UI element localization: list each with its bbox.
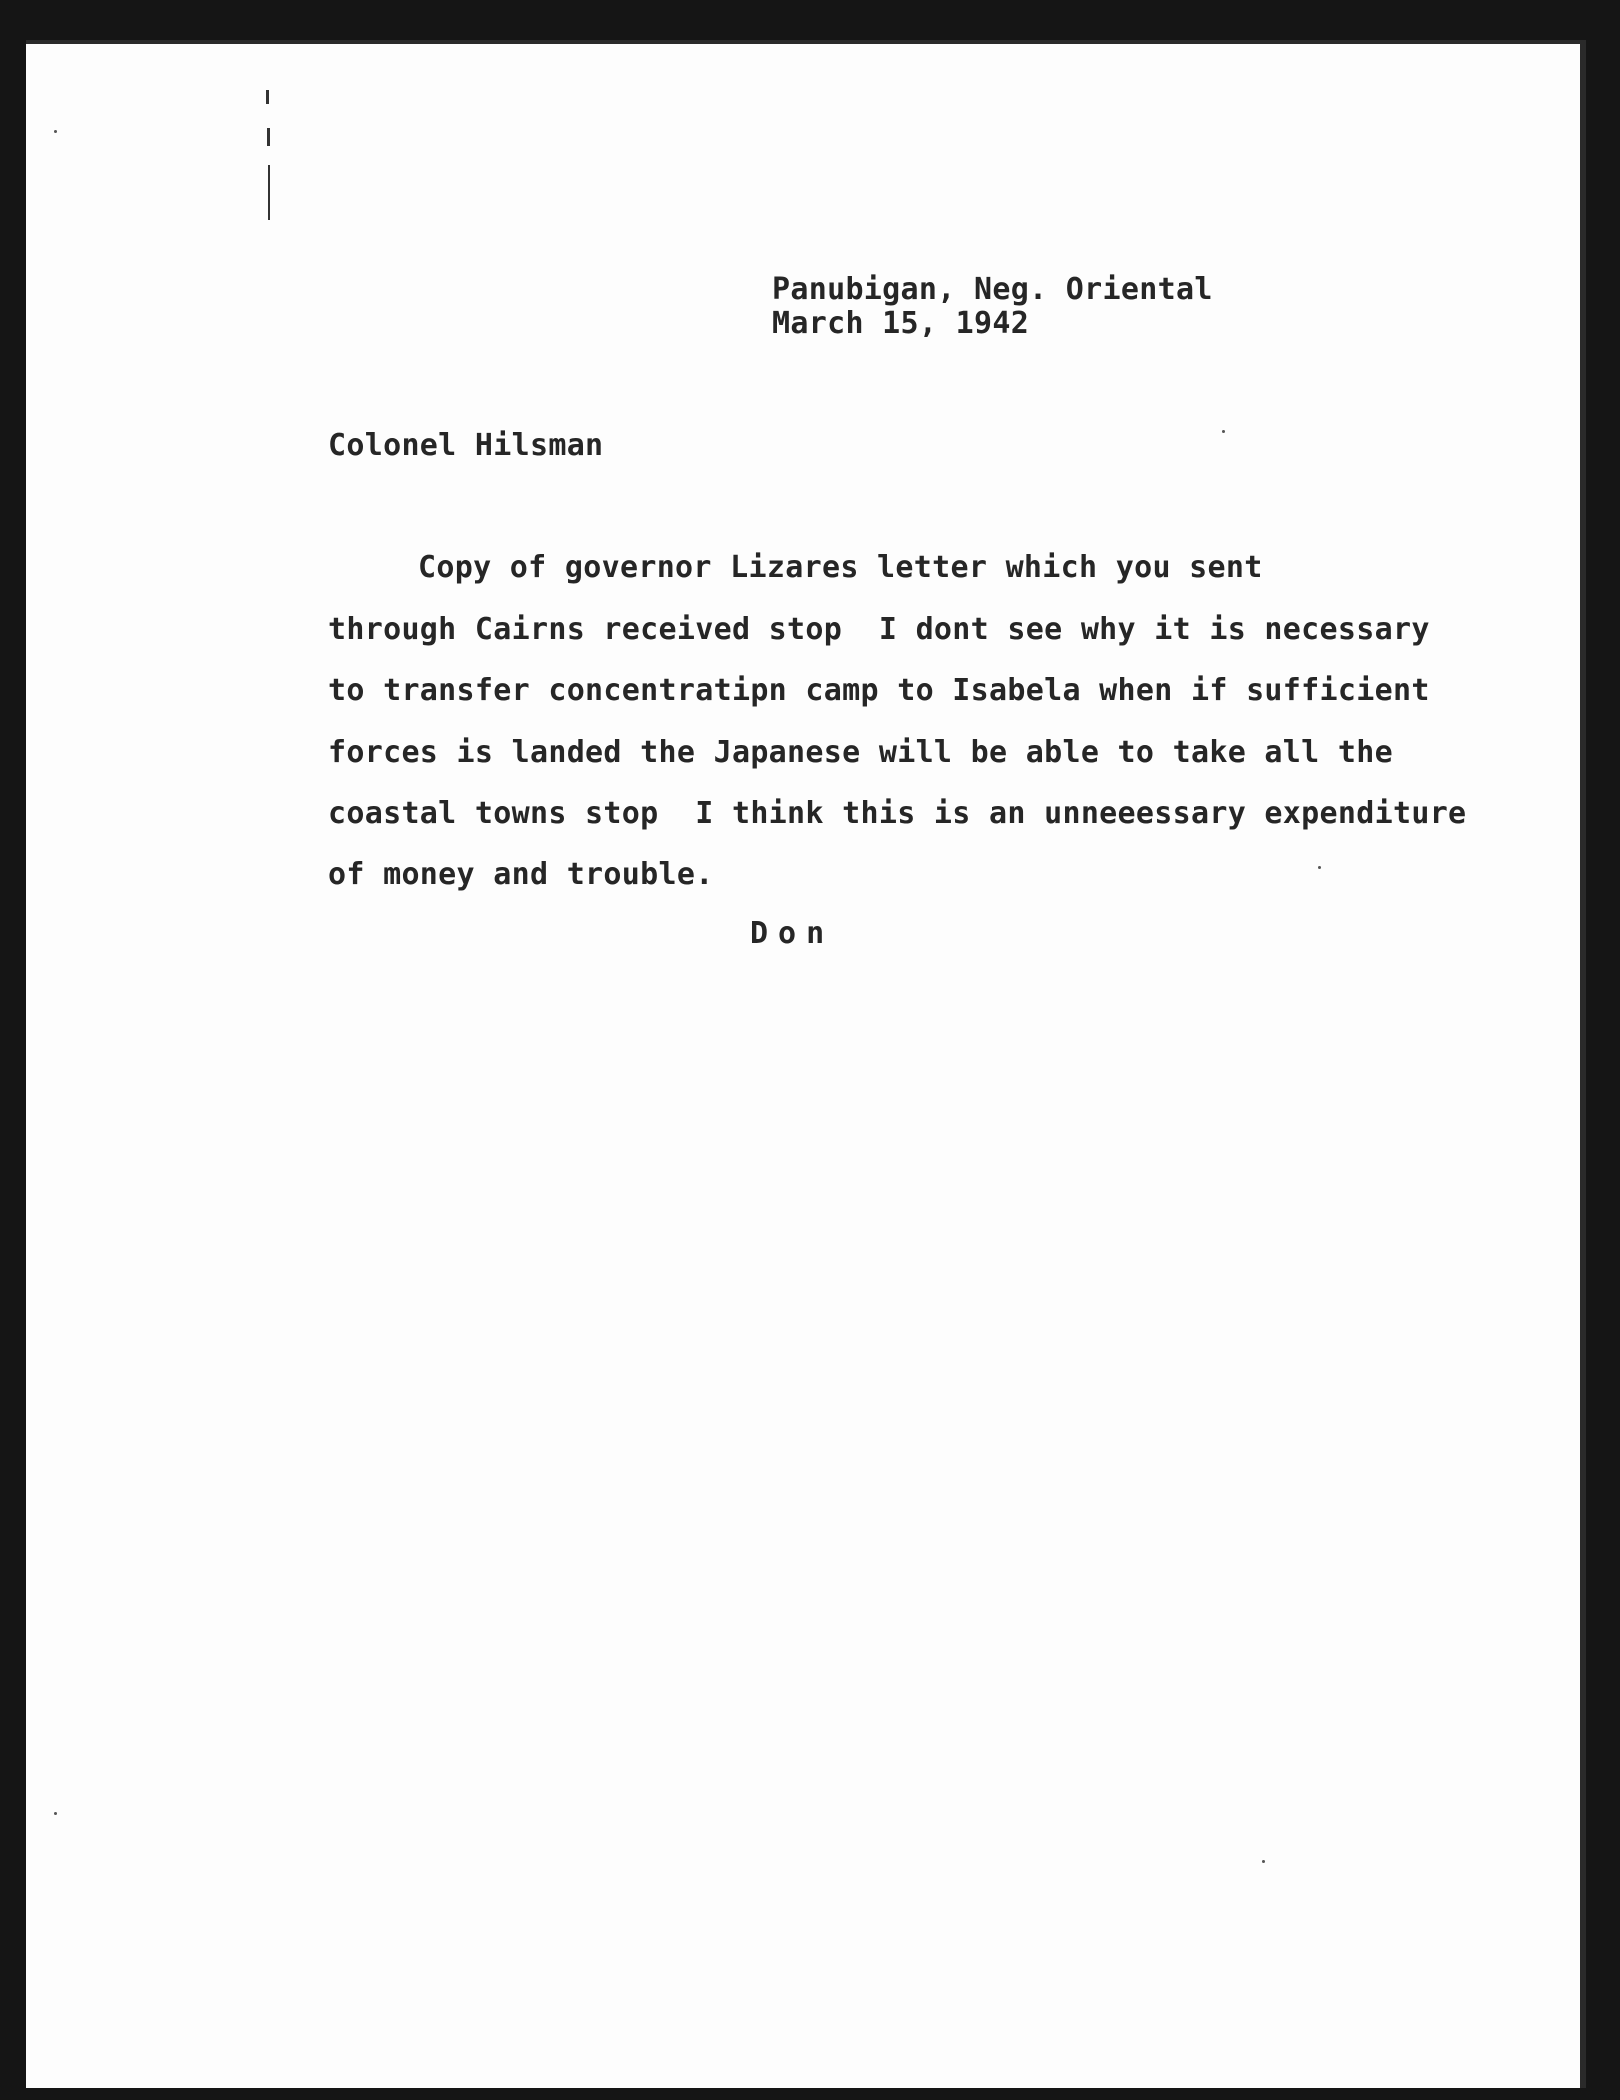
speck [54, 130, 57, 133]
letter-addressee: Colonel Hilsman [328, 428, 604, 463]
document-page [26, 40, 1586, 2088]
body-line: Copy of governor Lizares letter which you sent [418, 550, 1263, 585]
speck [54, 1812, 57, 1815]
letter-signature: Don [750, 916, 835, 951]
margin-mark [267, 128, 270, 146]
body-line: forces is landed the Japanese will be able to take all the [328, 735, 1393, 770]
letter-date: March 15, 1942 [772, 306, 1030, 341]
margin-mark [266, 90, 269, 104]
speck [1318, 866, 1321, 869]
body-line: of money and trouble. [328, 857, 714, 892]
speck [1262, 1860, 1265, 1863]
body-line: to transfer concentratipn camp to Isabela when if sufficient [328, 673, 1430, 708]
margin-mark [268, 165, 270, 220]
speck [1222, 430, 1225, 433]
body-line: through Cairns received stop I dont see why it is necessary [328, 612, 1430, 647]
body-line: coastal towns stop I think this is an unneeessary expenditure [328, 796, 1467, 831]
letter-place: Panubigan, Neg. Oriental [772, 272, 1213, 307]
